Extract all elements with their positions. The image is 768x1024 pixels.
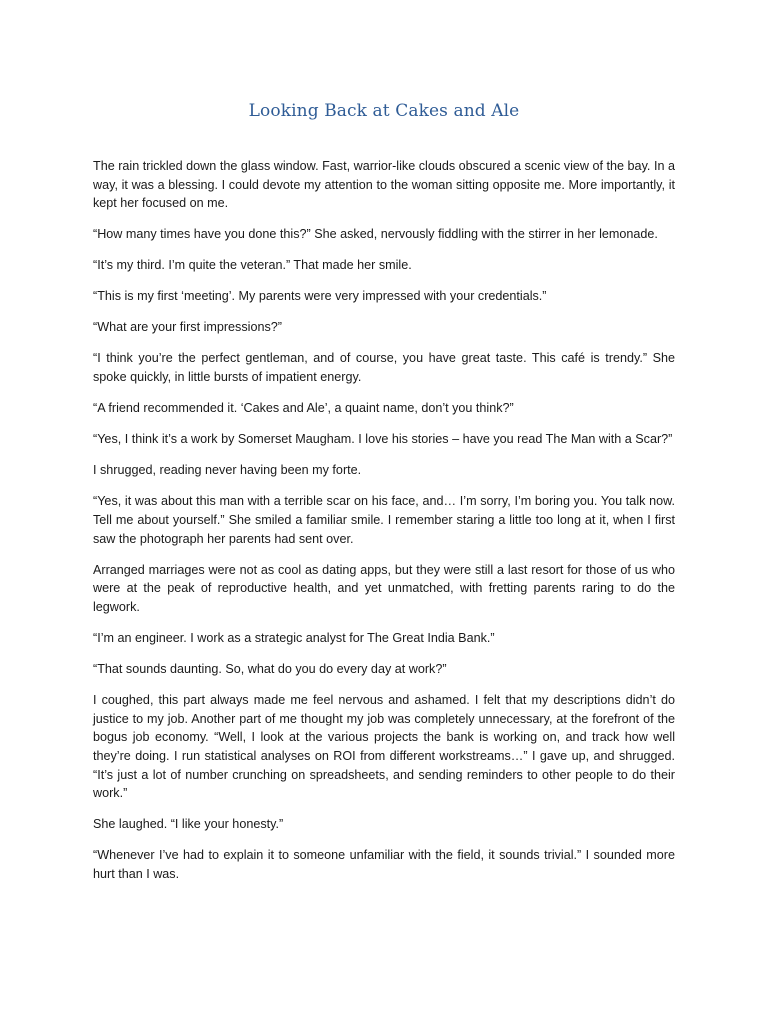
paragraph: “Yes, I think it’s a work by Somerset Maugham. I love his stories – have you read The Man with a Scar?”	[93, 432, 673, 447]
paragraph: “How many times have you done this?” She asked, nervously fiddling with the stirrer in her lemonade.	[93, 227, 658, 242]
document-title: Looking Back at Cakes and Ale	[248, 101, 520, 121]
paragraph: She laughed. “I like your honesty.”	[93, 817, 284, 832]
document-body	[93, 157, 675, 896]
paragraph: I coughed, this part always made me feel nervous and ashamed. I felt that my descriptions didn’t do justice to my job. Another part of me thought my job was completely unnecessary, at the forefront of the bogus job economy. “Well, I look at the various projects the bank is working on, and track how well they’re doing. I run statistical analyses on ROI from different workstreams…” I gave up, and shrugged. “It’s just a lot of number crunching on spreadsheets, and sending reminders to other people to do their work.”	[93, 692, 675, 801]
paragraph: “What are your first impressions?”	[93, 320, 282, 335]
paragraph: “Yes, it was about this man with a terrible scar on his face, and… I’m sorry, I’m boring you. You talk now. Tell me about yourself.” She smiled a familiar smile. I remember staring a little too long at it, when I first saw the photograph her parents had sent over.	[93, 494, 675, 546]
paragraph: I shrugged, reading never having been my forte.	[93, 463, 362, 478]
paragraph: “That sounds daunting. So, what do you do every day at work?”	[93, 661, 447, 676]
paragraph: “I think you’re the perfect gentleman, and of course, you have great taste. This café is trendy.” She spoke quickly, in little bursts of impatient energy.	[93, 351, 675, 385]
paragraph: “I’m an engineer. I work as a strategic analyst for The Great India Bank.”	[93, 630, 495, 645]
paragraph: Arranged marriages were not as cool as dating apps, but they were still a last resort for those of us who were at the peak of reproductive health, and yet unmatched, with fretting parents raring to do the legwork.	[93, 562, 675, 614]
paragraph: “It’s my third. I’m quite the veteran.” That made her smile.	[93, 258, 412, 273]
paragraph: “A friend recommended it. ‘Cakes and Ale’, a quaint name, don’t you think?”	[93, 401, 514, 416]
paragraph: “This is my first ‘meeting’. My parents were very impressed with your credentials.”	[93, 289, 547, 304]
paragraph: The rain trickled down the glass window. Fast, warrior-like clouds obscured a scenic view of the bay. In a way, it was a blessing. I could devote my attention to the woman sitting opposite me. More importantly, it kept her focused on me.	[93, 159, 675, 211]
paragraph: “Whenever I’ve had to explain it to someone unfamiliar with the field, it sounds trivial.” I sounded more hurt than I was.	[93, 848, 675, 882]
